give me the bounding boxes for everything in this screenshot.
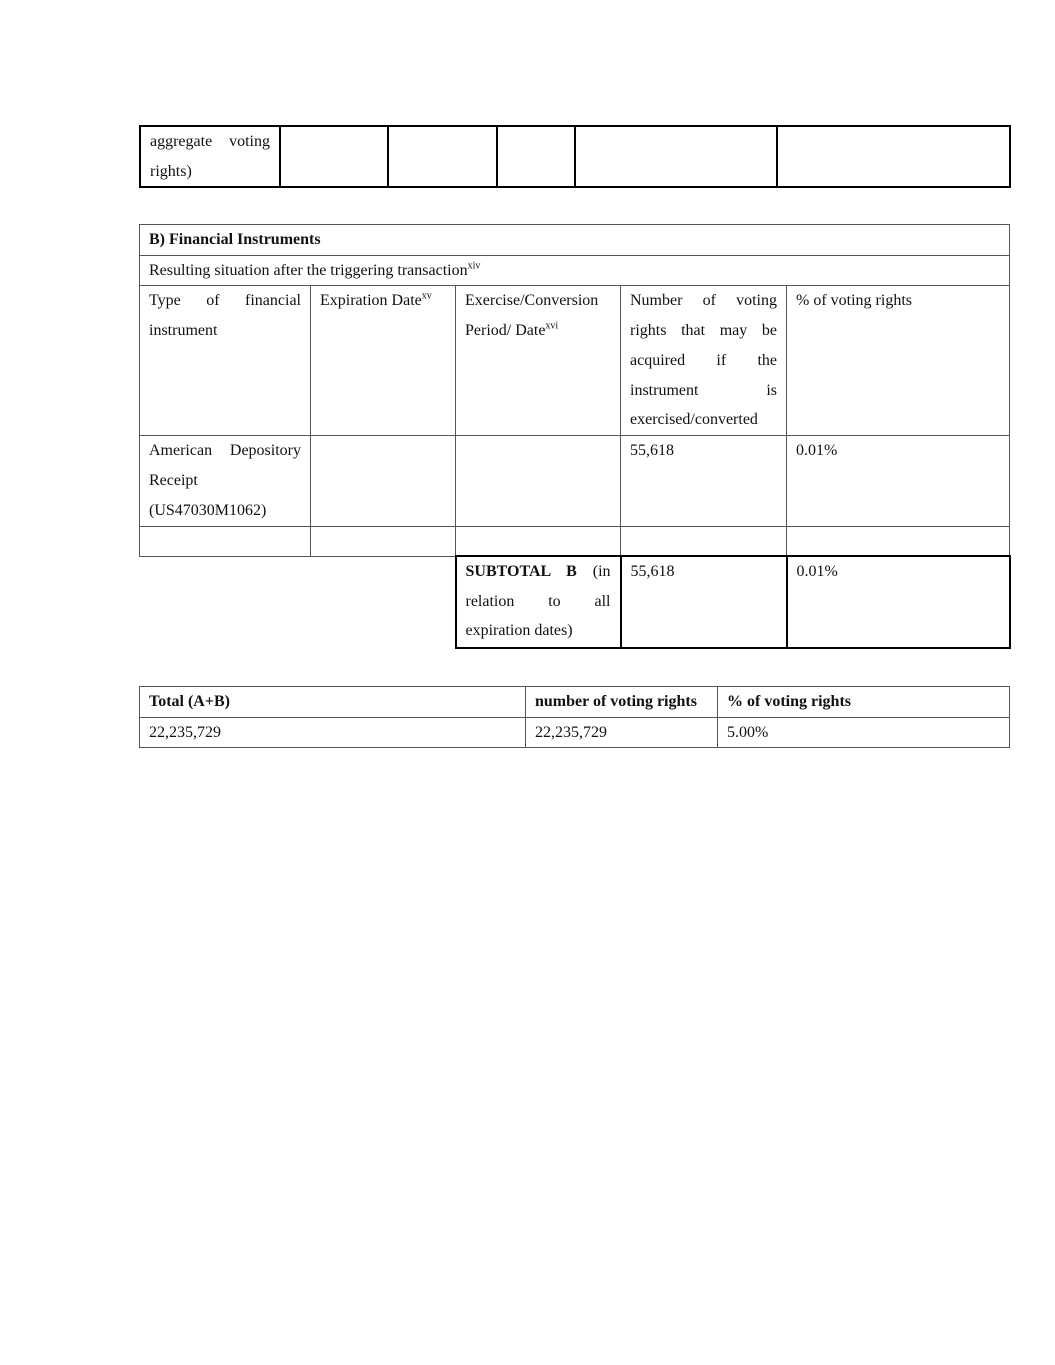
header-number-voting-rights: Number of voting rights that may be acquired if the instrument is exercised/converted (621, 286, 787, 436)
empty-cell (497, 126, 575, 187)
total-percent-cell: 5.00% (718, 717, 1010, 748)
empty-cell (575, 126, 777, 187)
table-row (140, 225, 1010, 256)
total-label: Total (A+B) (140, 687, 526, 718)
subtotal-row (140, 556, 1010, 648)
blank-cell (311, 556, 456, 648)
exercise-period-cell (456, 436, 621, 526)
empty-cell (280, 126, 388, 187)
total-number-header: number of voting rights (526, 687, 718, 718)
empty-cell (388, 126, 497, 187)
total-value-cell: 22,235,729 (140, 717, 526, 748)
total-table (139, 686, 1010, 748)
subtotal-b-percent: 0.01% (787, 556, 1010, 648)
empty-cell (777, 126, 1010, 187)
table-a-tail (139, 125, 1011, 188)
cell-line: aggregate voting (150, 133, 270, 150)
header-percent-voting-rights: % of voting rights (787, 286, 1010, 436)
number-voting-rights-cell: 55,618 (621, 436, 787, 526)
blank-cell (140, 556, 311, 648)
percent-voting-rights-cell: 0.01% (787, 436, 1010, 526)
table-row (140, 436, 1010, 526)
cell-line: rights) (150, 162, 192, 180)
empty-cell (456, 526, 621, 556)
table-row (140, 717, 1010, 748)
header-instrument-type: Type of financial instrument (140, 286, 311, 436)
header-exercise-period: Exercise/Conversion Period/ Date$^{xvi}$ (456, 286, 621, 436)
table-header-row (140, 687, 1010, 718)
header-expiration-date: Expiration Date$^{xv}$ (311, 286, 456, 436)
table-row (140, 255, 1010, 286)
aggregate-voting-rights-cell (140, 126, 280, 187)
table-header-row (140, 286, 1010, 436)
instrument-type-cell: American Depository Receipt (US47030M1062) (140, 436, 311, 526)
table-row (140, 126, 1010, 187)
expiration-date-cell (311, 436, 456, 526)
empty-cell (787, 526, 1010, 556)
section-b-subtitle: Resulting situation after the triggering transaction$^{xiv}$ (140, 255, 1010, 286)
empty-cell (621, 526, 787, 556)
total-percent-header: % of voting rights (718, 687, 1010, 718)
subtotal-b-label: SUBTOTAL B (in relation to all expiration dates) (456, 556, 621, 648)
section-b-title: B) Financial Instruments (140, 225, 1010, 256)
subtotal-b-number: 55,618 (621, 556, 787, 648)
total-number-cell: 22,235,729 (526, 717, 718, 748)
financial-instruments-table (139, 224, 1011, 649)
empty-cell (311, 526, 456, 556)
table-row (140, 526, 1010, 556)
empty-cell (140, 526, 311, 556)
